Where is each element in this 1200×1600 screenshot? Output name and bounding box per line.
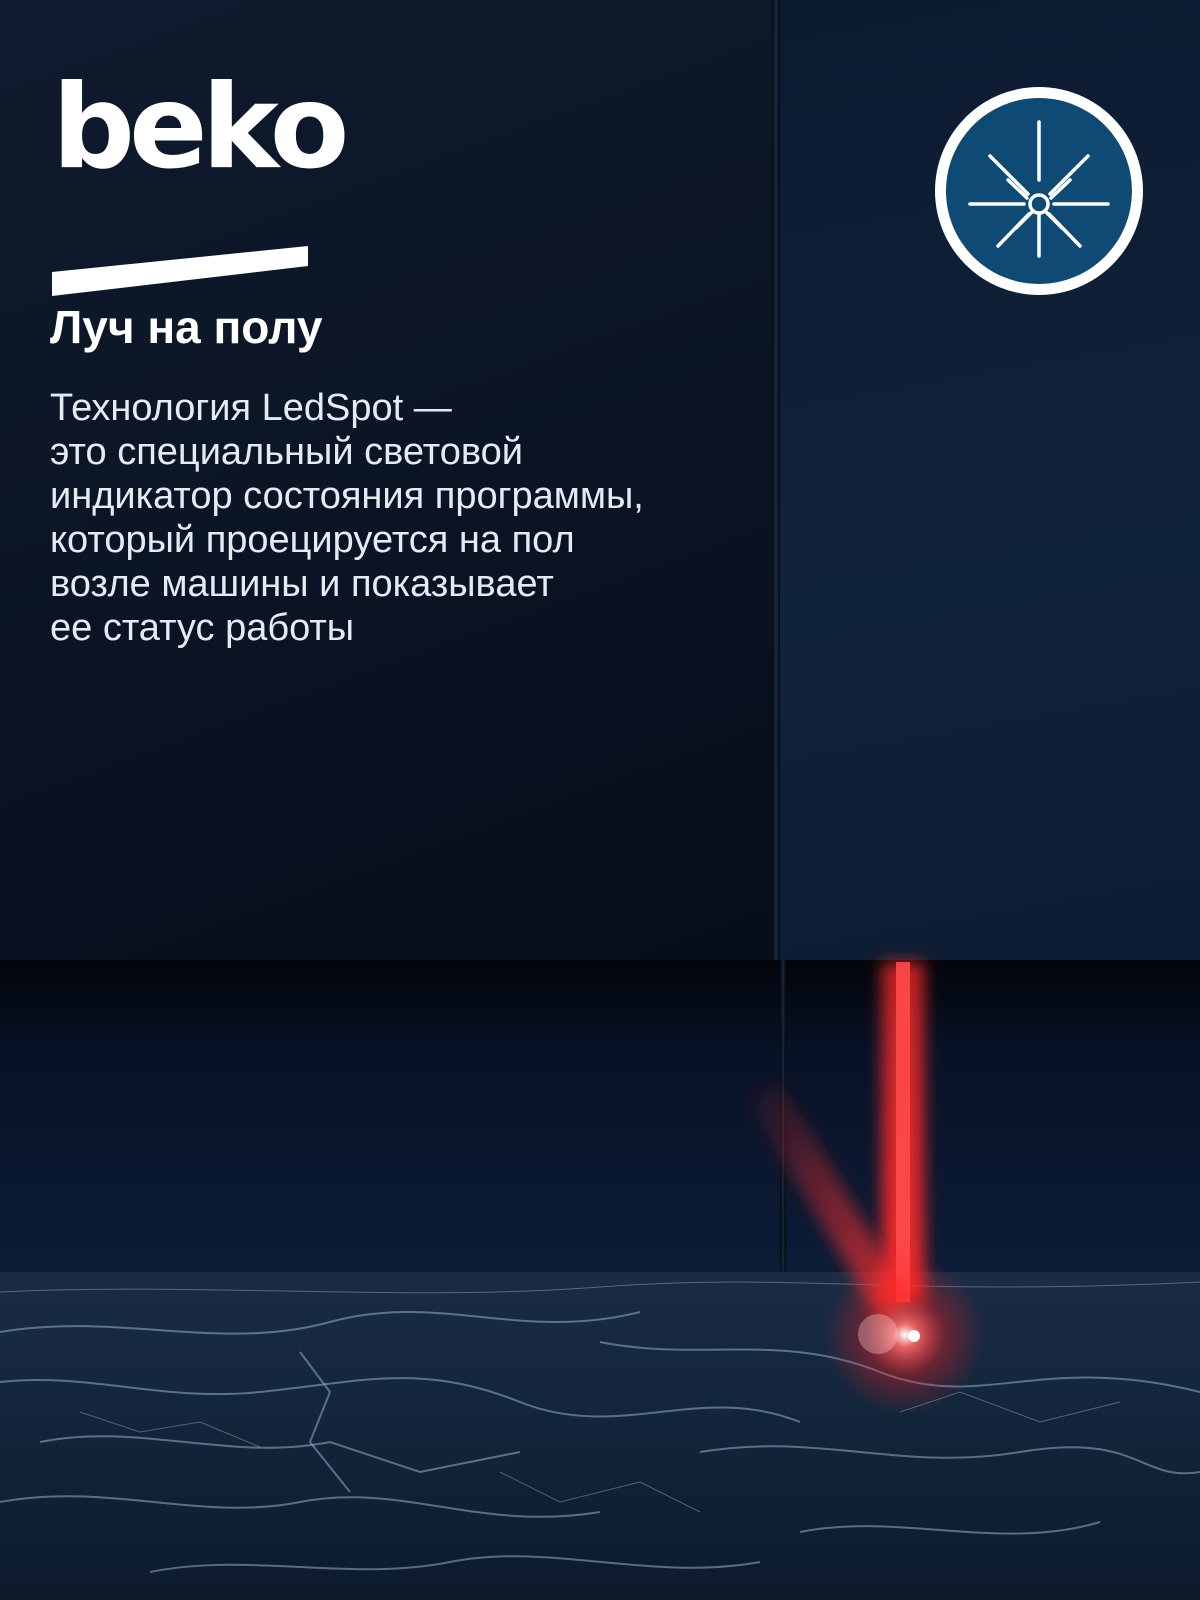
description-line: индикатор состояния программы,: [50, 475, 644, 517]
description-line: возле машины и показывает: [50, 563, 554, 605]
led-spot-burst-icon: [928, 80, 1150, 302]
description-line: который проецируется на пол: [50, 519, 575, 561]
brand-logo-swoosh: [52, 238, 312, 302]
description-line: Технология LedSpot —: [50, 387, 452, 429]
led-spot-badge: [928, 80, 1150, 302]
description-line: ее статус работы: [50, 607, 355, 649]
description: [50, 386, 770, 650]
description-line: это специальный световой: [50, 431, 523, 473]
brand-logo-wordmark: beko: [52, 60, 344, 195]
page-title: Луч на полу: [50, 301, 323, 353]
brand-logo: [52, 60, 344, 240]
floor-light-spot: [825, 1255, 985, 1415]
